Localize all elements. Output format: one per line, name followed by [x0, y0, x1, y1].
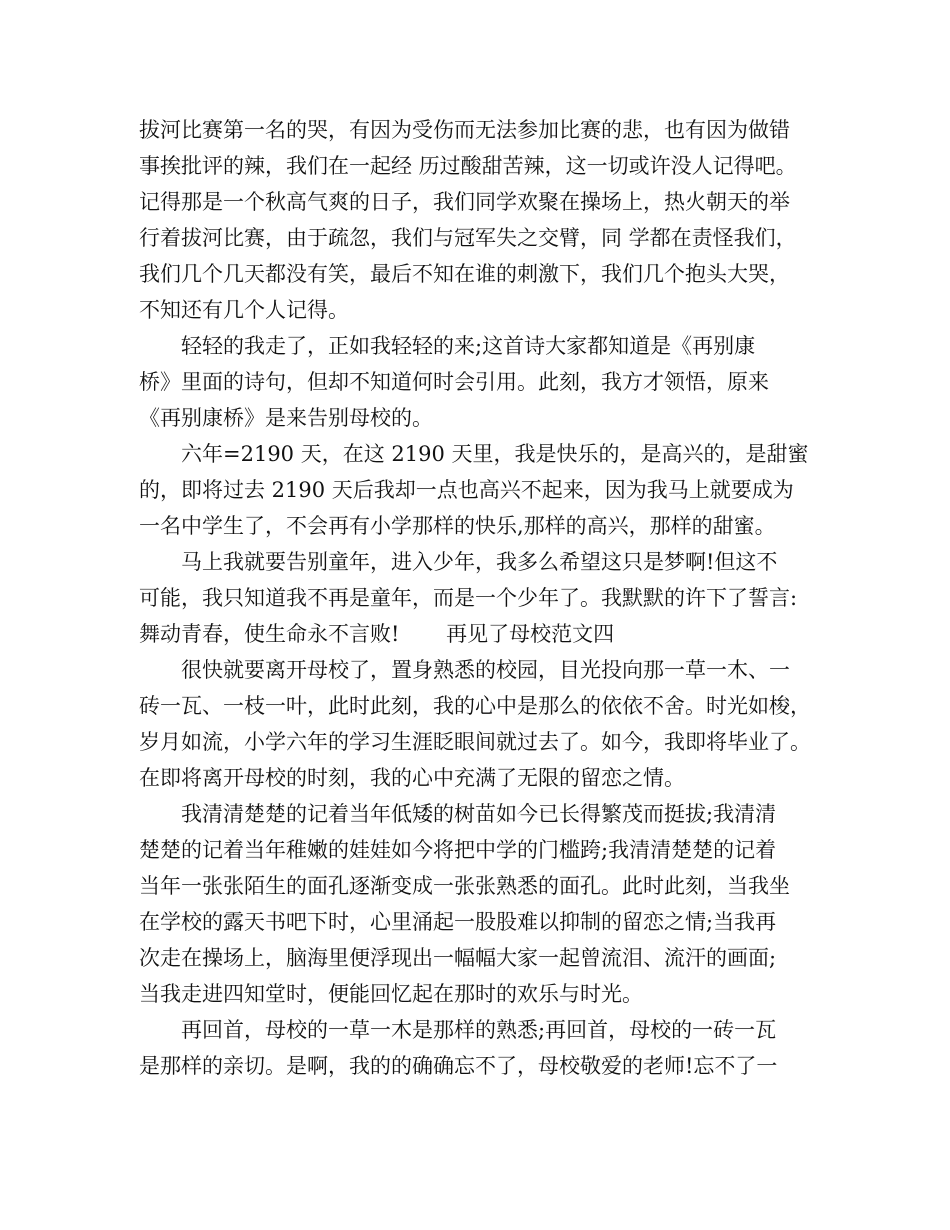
text-line: 《再别康桥》是来告别母校的。 [139, 406, 433, 430]
text-line: 可能，我只知道我不再是童年，而是一个少年了。我默默的许下了誓言: [139, 586, 798, 610]
paragraph-first-line: 我清清楚楚的记着当年低矮的树苗如今已长得繁茂而挺拔;我清清 [181, 802, 777, 826]
text-line: 岁月如流，小学六年的学习生涯眨眼间就过去了。如今，我即将毕业了。 [139, 730, 811, 754]
text-line: 事挨批评的辣，我们在一起经 历过酸甜苦辣，这一切或许没人记得吧。 [139, 154, 797, 178]
paragraph-first-line: 很快就要离开母校了，置身熟悉的校园，目光投向那一草一木、一 [181, 658, 790, 682]
text-line: 不知还有几个人记得。 [139, 298, 349, 322]
text-line: 我们几个几天都没有笑，最后不知在谁的刺激下，我们几个抱头大哭， [139, 262, 790, 286]
text-line: 当我走进四知堂时，便能回忆起在那时的欢乐与时光。 [139, 982, 643, 1006]
text-line: 砖一瓦、一枝一叶，此时此刻，我的心中是那么的依依不舍。时光如梭， [139, 694, 811, 718]
text-line: 的，即将过去 2190 天后我却一点也高兴不起来，因为我马上就要成为 [139, 478, 794, 502]
text-line: 桥》里面的诗句，但却不知道何时会引用。此刻，我方才领悟，原来 [139, 370, 769, 394]
paragraph-first-line: 轻轻的我走了，正如我轻轻的来;这首诗大家都知道是《再别康 [181, 334, 756, 358]
text-line: 次走在操场上，脑海里便浮现出一幅幅大家一起曾流泪、流汗的画面; [139, 946, 777, 970]
text-line: 在即将离开母校的时刻，我的心中充满了无限的留恋之情。 [139, 766, 685, 790]
paragraph-first-line: 六年=2190 天，在这 2190 天里，我是快乐的，是高兴的，是甜蜜 [181, 442, 809, 466]
paragraph-first-line: 马上我就要告别童年，进入少年，我多么希望这只是梦啊!但这不 [181, 550, 778, 574]
essay-text-block [139, 112, 819, 1084]
text-line: 是那样的亲切。是啊，我的的确确忘不了，母校敬爱的老师!忘不了一 [139, 1054, 778, 1078]
text-line: 拔河比赛第一名的哭，有因为受伤而无法参加比赛的悲，也有因为做错 [139, 118, 790, 142]
text-line: 一名中学生了，不会再有小学那样的快乐,那样的高兴，那样的甜蜜。 [139, 514, 776, 538]
text-line: 记得那是一个秋高气爽的日子，我们同学欢聚在操场上，热火朝天的举 [139, 190, 790, 214]
text-line: 当年一张张陌生的面孔逐渐变成一张张熟悉的面孔。此时此刻，当我坐 [139, 874, 790, 898]
text-line: 行着拔河比赛，由于疏忽，我们与冠军失之交臂，同 学都在责怪我们， [139, 226, 797, 250]
text-line: 在学校的露天书吧下时，心里涌起一股股难以抑制的留恋之情;当我再 [139, 910, 777, 934]
text-line: 楚楚的记着当年稚嫩的娃娃如今将把中学的门槛跨;我清清楚楚的记着 [139, 838, 777, 862]
text-line: 舞动青春，使生命永不言败! 再见了母校范文四 [139, 622, 615, 646]
paragraph-first-line: 再回首，母校的一草一木是那样的熟悉;再回首，母校的一砖一瓦 [181, 1018, 777, 1042]
